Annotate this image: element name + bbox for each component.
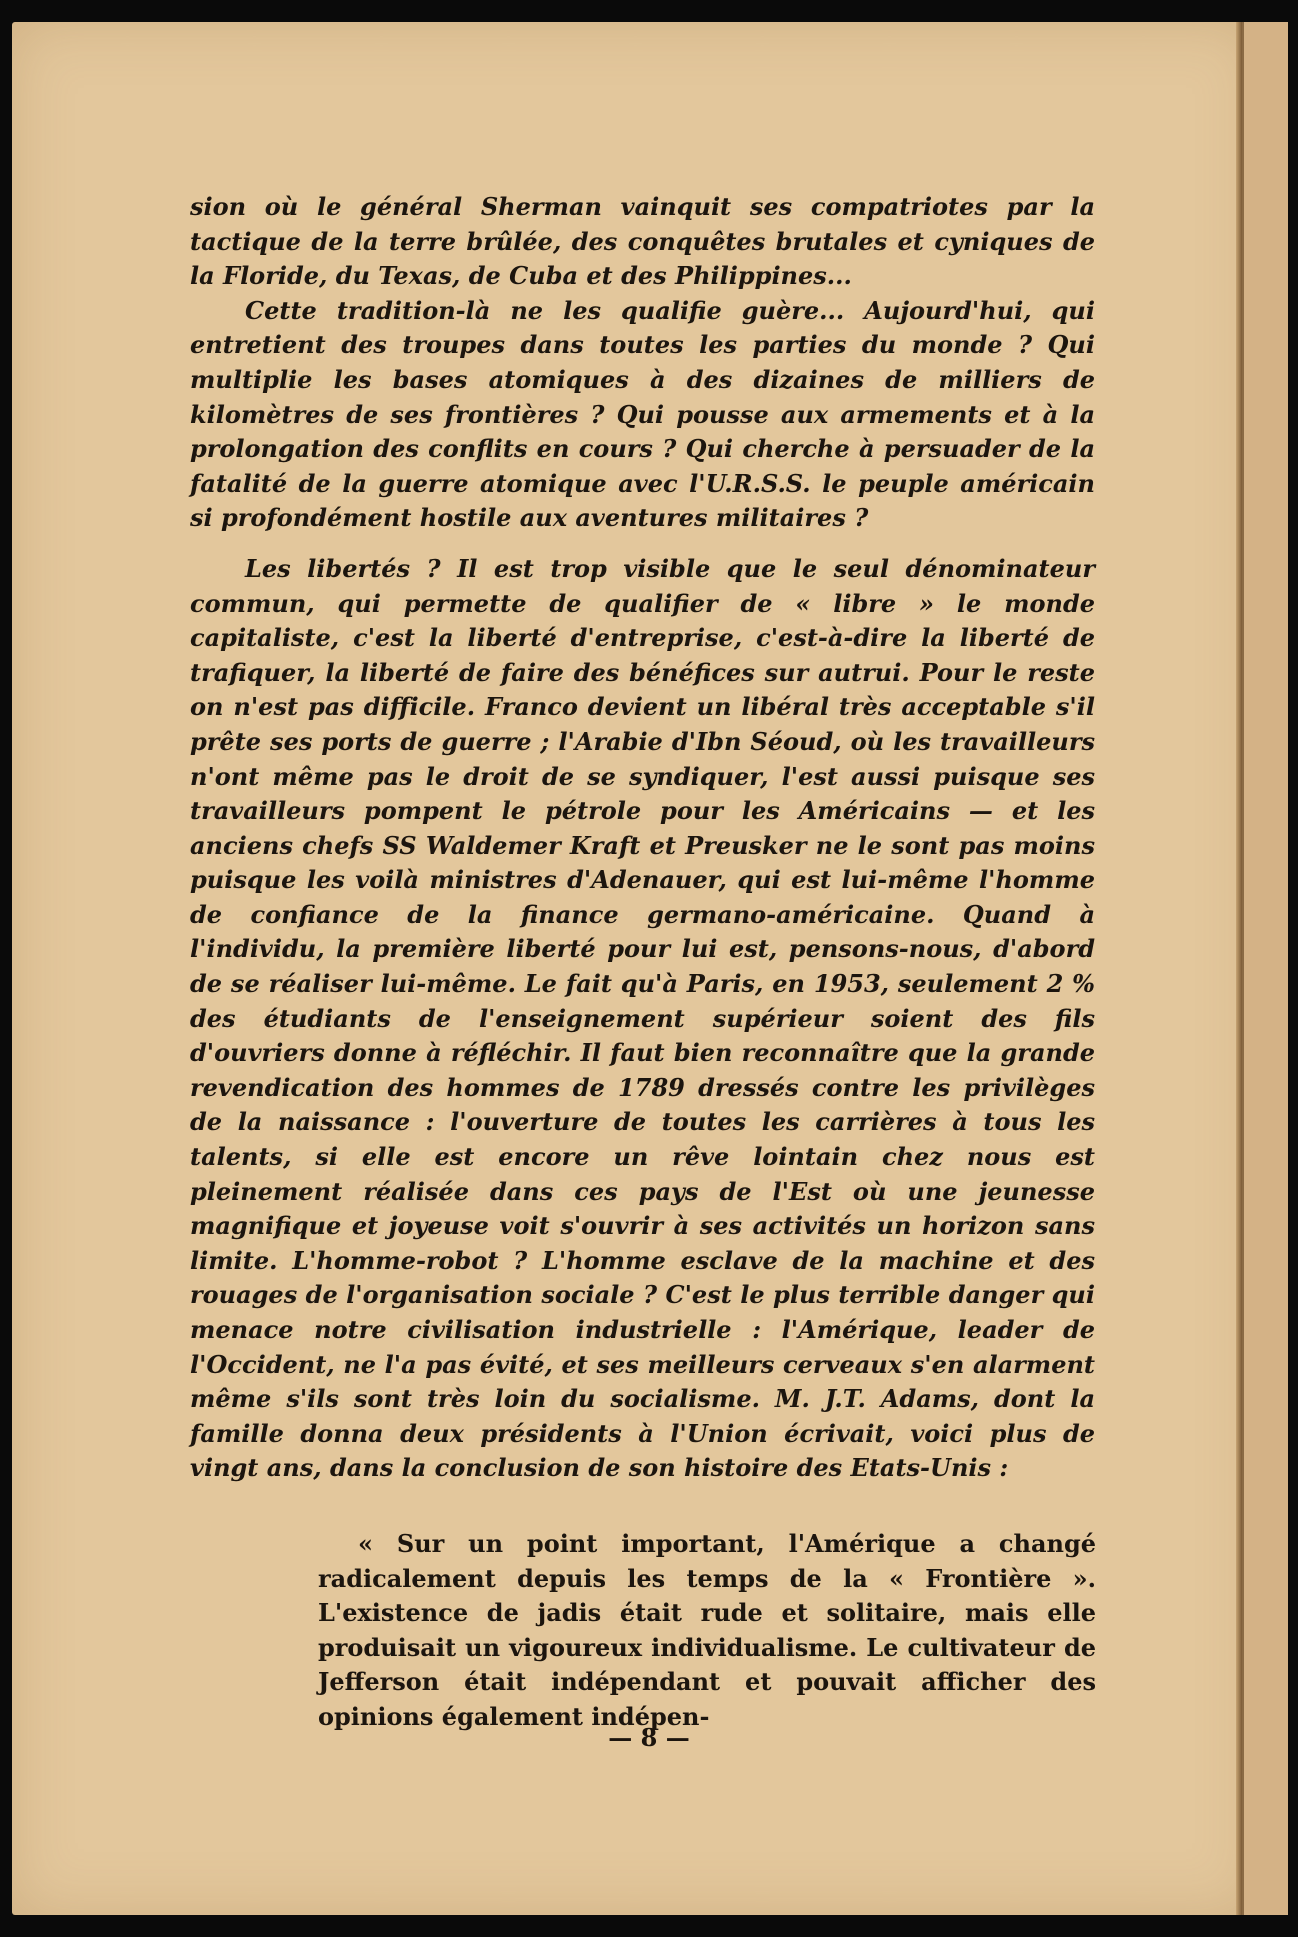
body-text bbox=[190, 190, 1095, 1486]
paragraph-tradition: Cette tradition-là ne les qualifie guère... Aujourd'hui, qui entretient des troupes dans toutes les parties du monde ? Qui multiplie les bases atomiques à des dizaines de milliers de kilomètres de ses frontières ? Qui pousse aux armements et à la prolongation des conflits en cours ? Qui cherche à persuader de la fatalité de la guerre atomique avec l'U.R.S.S. le peuple américain si profondément hostile aux aventures militaires ? bbox=[190, 295, 1095, 533]
page-number: — 8 — bbox=[608, 1723, 690, 1752]
paragraph-continuation: sion où le général Sherman vainquit ses compatriotes par la tactique de la terre brûlée, des conquêtes brutales et cyniques de la Floride, du Texas, de Cuba et des Philippines... bbox=[190, 192, 1095, 291]
block-quote: « Sur un point important, l'Amérique a changé radicalement depuis les temps de la « Frontière ». L'existence de jadis était rude et solitaire, mais elle produisait un vigoureux individualisme. Le cultivateur de Jefferson était indépendant et pouvait afficher des opinions également indépen- bbox=[318, 1529, 1096, 1731]
next-page-edge bbox=[1242, 22, 1288, 1915]
paragraph-libertes: Les libertés ? Il est trop visible que le seul dénominateur commun, qui permette de qualifier de « libre » le monde capitaliste, c'est la liberté d'entreprise, c'est-à-dire la liberté de trafiquer, la liberté de faire des bénéfices sur autrui. Pour le reste on n'est pas difficile. Franco devient un libéral très acceptable s'il prête ses ports de guerre ; l'Arabie d'Ibn Séoud, où les travailleurs n'ont même pas le droit de se syndiquer, l'est aussi puisque ses travailleurs pompent le pétrole pour les Américains — et les anciens chefs SS Waldemer Kraft et Preusker ne le sont pas moins puisque les voilà ministres d'Adenauer, qui est lui-même l'homme de confiance de la finance germano-américaine. Quand à l'individu, la première liberté pour lui est, pensons-nous, d'abord de se réaliser lui-même. Le fait qu'à Paris, en 1953, seulement 2 % des étudiants de l'enseignement supérieur soient des fils d'ouvriers donne à réfléchir. Il faut bien reconnaître que la grande revendication des hommes de 1789 dressés contre les privilèges de la naissance : l'ouverture de toutes les carrières à tous les talents, si elle est encore un rêve lointain chez nous est pleinement réalisée dans ces pays de l'Est où une jeunesse magnifique et joyeuse voit s'ouvrir à ses activités un horizon sans limite. L'homme-robot ? L'homme esclave de la machine et des rouages de l'organisation sociale ? C'est le plus terrible danger qui menace notre civilisation industrielle : l'Amérique, leader de l'Occident, ne l'a pas évité, et ses meilleurs cerveaux s'en alarment même s'ils sont très loin du socialisme. M. J.T. Adams, dont la famille donna deux présidents à l'Union écrivait, voici plus de vingt ans, dans la conclusion de son histoire des Etats-Unis : bbox=[190, 553, 1095, 1483]
